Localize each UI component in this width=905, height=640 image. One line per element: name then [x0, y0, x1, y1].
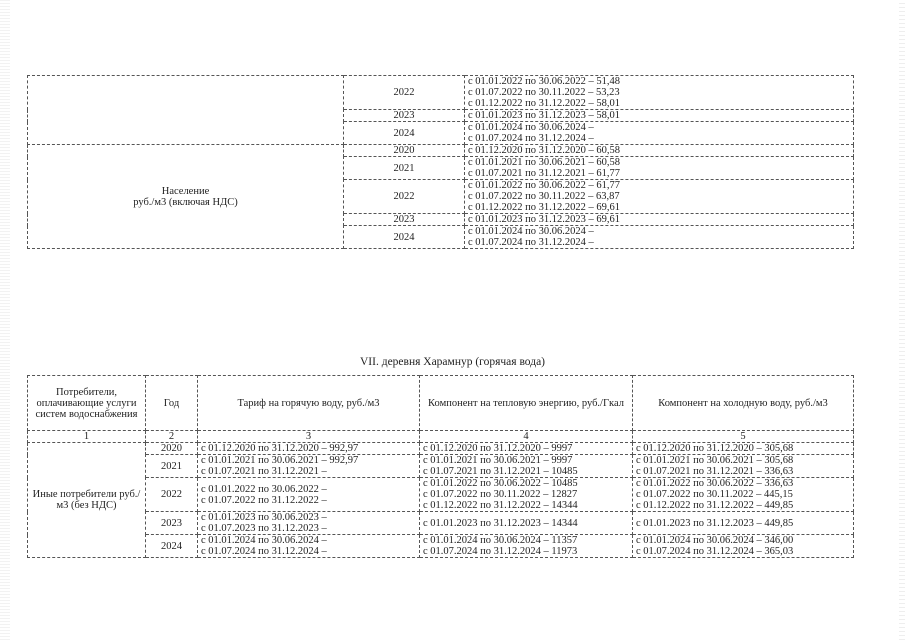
cold-cell	[633, 512, 854, 535]
tariff-table-bottom	[27, 375, 854, 558]
rate-line: с 01.01.2021 по 30.06.2021 – 305,68	[636, 455, 794, 466]
year-cell: 2022	[344, 180, 465, 214]
rate-cell	[465, 76, 854, 110]
rate-line: с 01.07.2022 по 30.11.2022 – 53,23	[468, 87, 620, 98]
rate-line: с 01.01.2022 по 30.06.2022 – 61,77	[468, 180, 621, 191]
heat-cell	[420, 455, 633, 478]
rate-cell	[465, 226, 854, 249]
tariff-table-top	[27, 75, 854, 249]
table-row	[28, 478, 854, 512]
rate-line: с 01.01.2023 по 31.12.2023 – 58,01	[468, 110, 621, 121]
table-row	[28, 455, 854, 478]
tariff-cell	[198, 455, 420, 478]
cold-cell	[633, 478, 854, 512]
rate-line: с 01.07.2022 по 30.11.2022 – 445,15	[636, 489, 793, 500]
year-cell: 2022	[344, 76, 465, 110]
year-cell: 2020	[146, 443, 198, 455]
year-cell: 2021	[146, 455, 198, 478]
cold-cell	[633, 455, 854, 478]
rate-line: с 01.01.2024 по 30.06.2024 –	[468, 226, 594, 237]
year-cell: 2023	[146, 512, 198, 535]
rate-line: с 01.12.2020 по 31.12.2020 – 305,68	[636, 443, 794, 454]
rate-line: с 01.07.2024 по 31.12.2024 –	[468, 133, 594, 144]
heat-cell	[420, 512, 633, 535]
rate-line: с 01.01.2021 по 30.06.2021 – 9997	[423, 455, 573, 466]
rate-line: с 01.12.2020 по 31.12.2020 – 9997	[423, 443, 573, 454]
column-number: 4	[420, 431, 633, 443]
cold-cell	[633, 535, 854, 558]
scan-edge-left	[0, 0, 10, 640]
column-number: 2	[146, 431, 198, 443]
rate-line: с 01.07.2021 по 31.12.2021 – 61,77	[468, 168, 621, 179]
section-title: VII. деревня Харамнур (горячая вода)	[360, 356, 545, 368]
rate-line: с 01.01.2023 по 31.12.2023 – 449,85	[636, 517, 794, 529]
rate-line: с 01.07.2022 по 30.11.2022 – 63,87	[468, 191, 620, 202]
rate-cell	[465, 145, 854, 157]
tariff-cell	[198, 478, 420, 512]
rate-line: с 01.12.2022 по 31.12.2022 – 14344	[423, 500, 578, 511]
rate-line: с 01.07.2024 по 31.12.2024 – 365,03	[636, 546, 794, 557]
rate-line: с 01.01.2022 по 30.06.2022 –	[201, 483, 327, 495]
cold-cell	[633, 443, 854, 455]
rate-line: с 01.01.2022 по 30.06.2022 – 51,48	[468, 76, 621, 87]
header-tariff: Тариф на горячую воду, руб./м3	[198, 376, 420, 431]
consumer-cell: Иные потребители руб./м3 (без НДС)	[28, 443, 146, 558]
rate-line: с 01.07.2024 по 31.12.2024 –	[201, 546, 327, 557]
consumer-cell-empty	[28, 76, 344, 145]
rate-line: с 01.07.2024 по 31.12.2024 –	[468, 237, 594, 248]
year-cell: 2023	[344, 214, 465, 226]
rate-line: с 01.12.2022 по 31.12.2022 – 69,61	[468, 202, 621, 213]
rate-line: с 01.07.2021 по 31.12.2021 – 336,63	[636, 466, 794, 477]
heat-cell	[420, 443, 633, 455]
table-row	[28, 443, 854, 455]
rate-line: с 01.01.2024 по 30.06.2024 – 346,00	[636, 535, 794, 546]
column-number: 5	[633, 431, 854, 443]
table-row	[28, 145, 854, 157]
rate-line: с 01.01.2023 по 31.12.2023 – 14344	[423, 517, 578, 529]
number-row	[28, 431, 854, 443]
header-year: Год	[146, 376, 198, 431]
scan-edge-right	[899, 0, 905, 640]
year-cell: 2022	[146, 478, 198, 512]
year-cell: 2020	[344, 145, 465, 157]
table-row	[28, 76, 854, 110]
rate-line: с 01.01.2021 по 30.06.2021 – 992,97	[201, 455, 359, 466]
rate-line: с 01.12.2022 по 31.12.2022 – 58,01	[468, 98, 621, 109]
rate-line: с 01.01.2023 по 30.06.2023 –	[201, 512, 327, 523]
rate-cell	[465, 180, 854, 214]
rate-line: с 01.07.2021 по 31.12.2021 –	[201, 466, 327, 477]
consumer-cell	[28, 145, 344, 249]
rate-line: с 01.01.2021 по 30.06.2021 – 60,58	[468, 157, 621, 168]
column-number: 3	[198, 431, 420, 443]
heat-cell	[420, 535, 633, 558]
year-cell: 2024	[146, 535, 198, 558]
tariff-cell	[198, 512, 420, 535]
rate-cell	[465, 110, 854, 122]
rate-line: с 01.07.2023 по 31.12.2023 –	[201, 523, 327, 534]
rate-line: с 01.01.2022 по 30.06.2022 – 336,63	[636, 478, 794, 489]
rate-line: с 01.12.2020 по 31.12.2020 – 60,58	[468, 145, 621, 156]
table-row	[28, 535, 854, 558]
consumer-unit: руб./м3 (включая НДС)	[133, 196, 238, 208]
year-cell: 2023	[344, 110, 465, 122]
header-consumer: Потребители, оплачивающие услуги систем водоснабжения	[28, 376, 146, 431]
rate-line: с 01.01.2024 по 30.06.2024 – 11357	[423, 535, 578, 546]
header-cold: Компонент на холодную воду, руб./м3	[633, 376, 854, 431]
header-heat: Компонент на тепловую энергию, руб./Гкал	[420, 376, 633, 431]
rate-line: с 01.01.2022 по 30.06.2022 – 10485	[423, 478, 578, 489]
rate-cell	[465, 122, 854, 145]
rate-line: с 01.07.2022 по 30.11.2022 – 12827	[423, 489, 578, 500]
rate-cell	[465, 214, 854, 226]
table-row	[28, 512, 854, 535]
heat-cell	[420, 478, 633, 512]
header-row	[28, 376, 854, 431]
rate-line: с 01.01.2024 по 30.06.2024 –	[468, 122, 594, 133]
year-cell: 2024	[344, 122, 465, 145]
rate-line: с 01.01.2024 по 30.06.2024 –	[201, 535, 327, 546]
rate-line: с 01.07.2021 по 31.12.2021 – 10485	[423, 466, 578, 477]
rate-cell	[465, 157, 854, 180]
rate-line: с 01.01.2023 по 31.12.2023 – 69,61	[468, 214, 621, 225]
tariff-cell	[198, 443, 420, 455]
rate-line: с 01.12.2020 по 31.12.2020 – 992,97	[201, 443, 359, 454]
column-number: 1	[28, 431, 146, 443]
tariff-cell	[198, 535, 420, 558]
rate-line: с 01.12.2022 по 31.12.2022 – 449,85	[636, 500, 794, 511]
year-cell: 2024	[344, 226, 465, 249]
rate-line: с 01.07.2022 по 31.12.2022 –	[201, 494, 327, 506]
consumer-name: Население	[161, 185, 210, 197]
rate-line: с 01.07.2024 по 31.12.2024 – 11973	[423, 546, 578, 557]
year-cell: 2021	[344, 157, 465, 180]
